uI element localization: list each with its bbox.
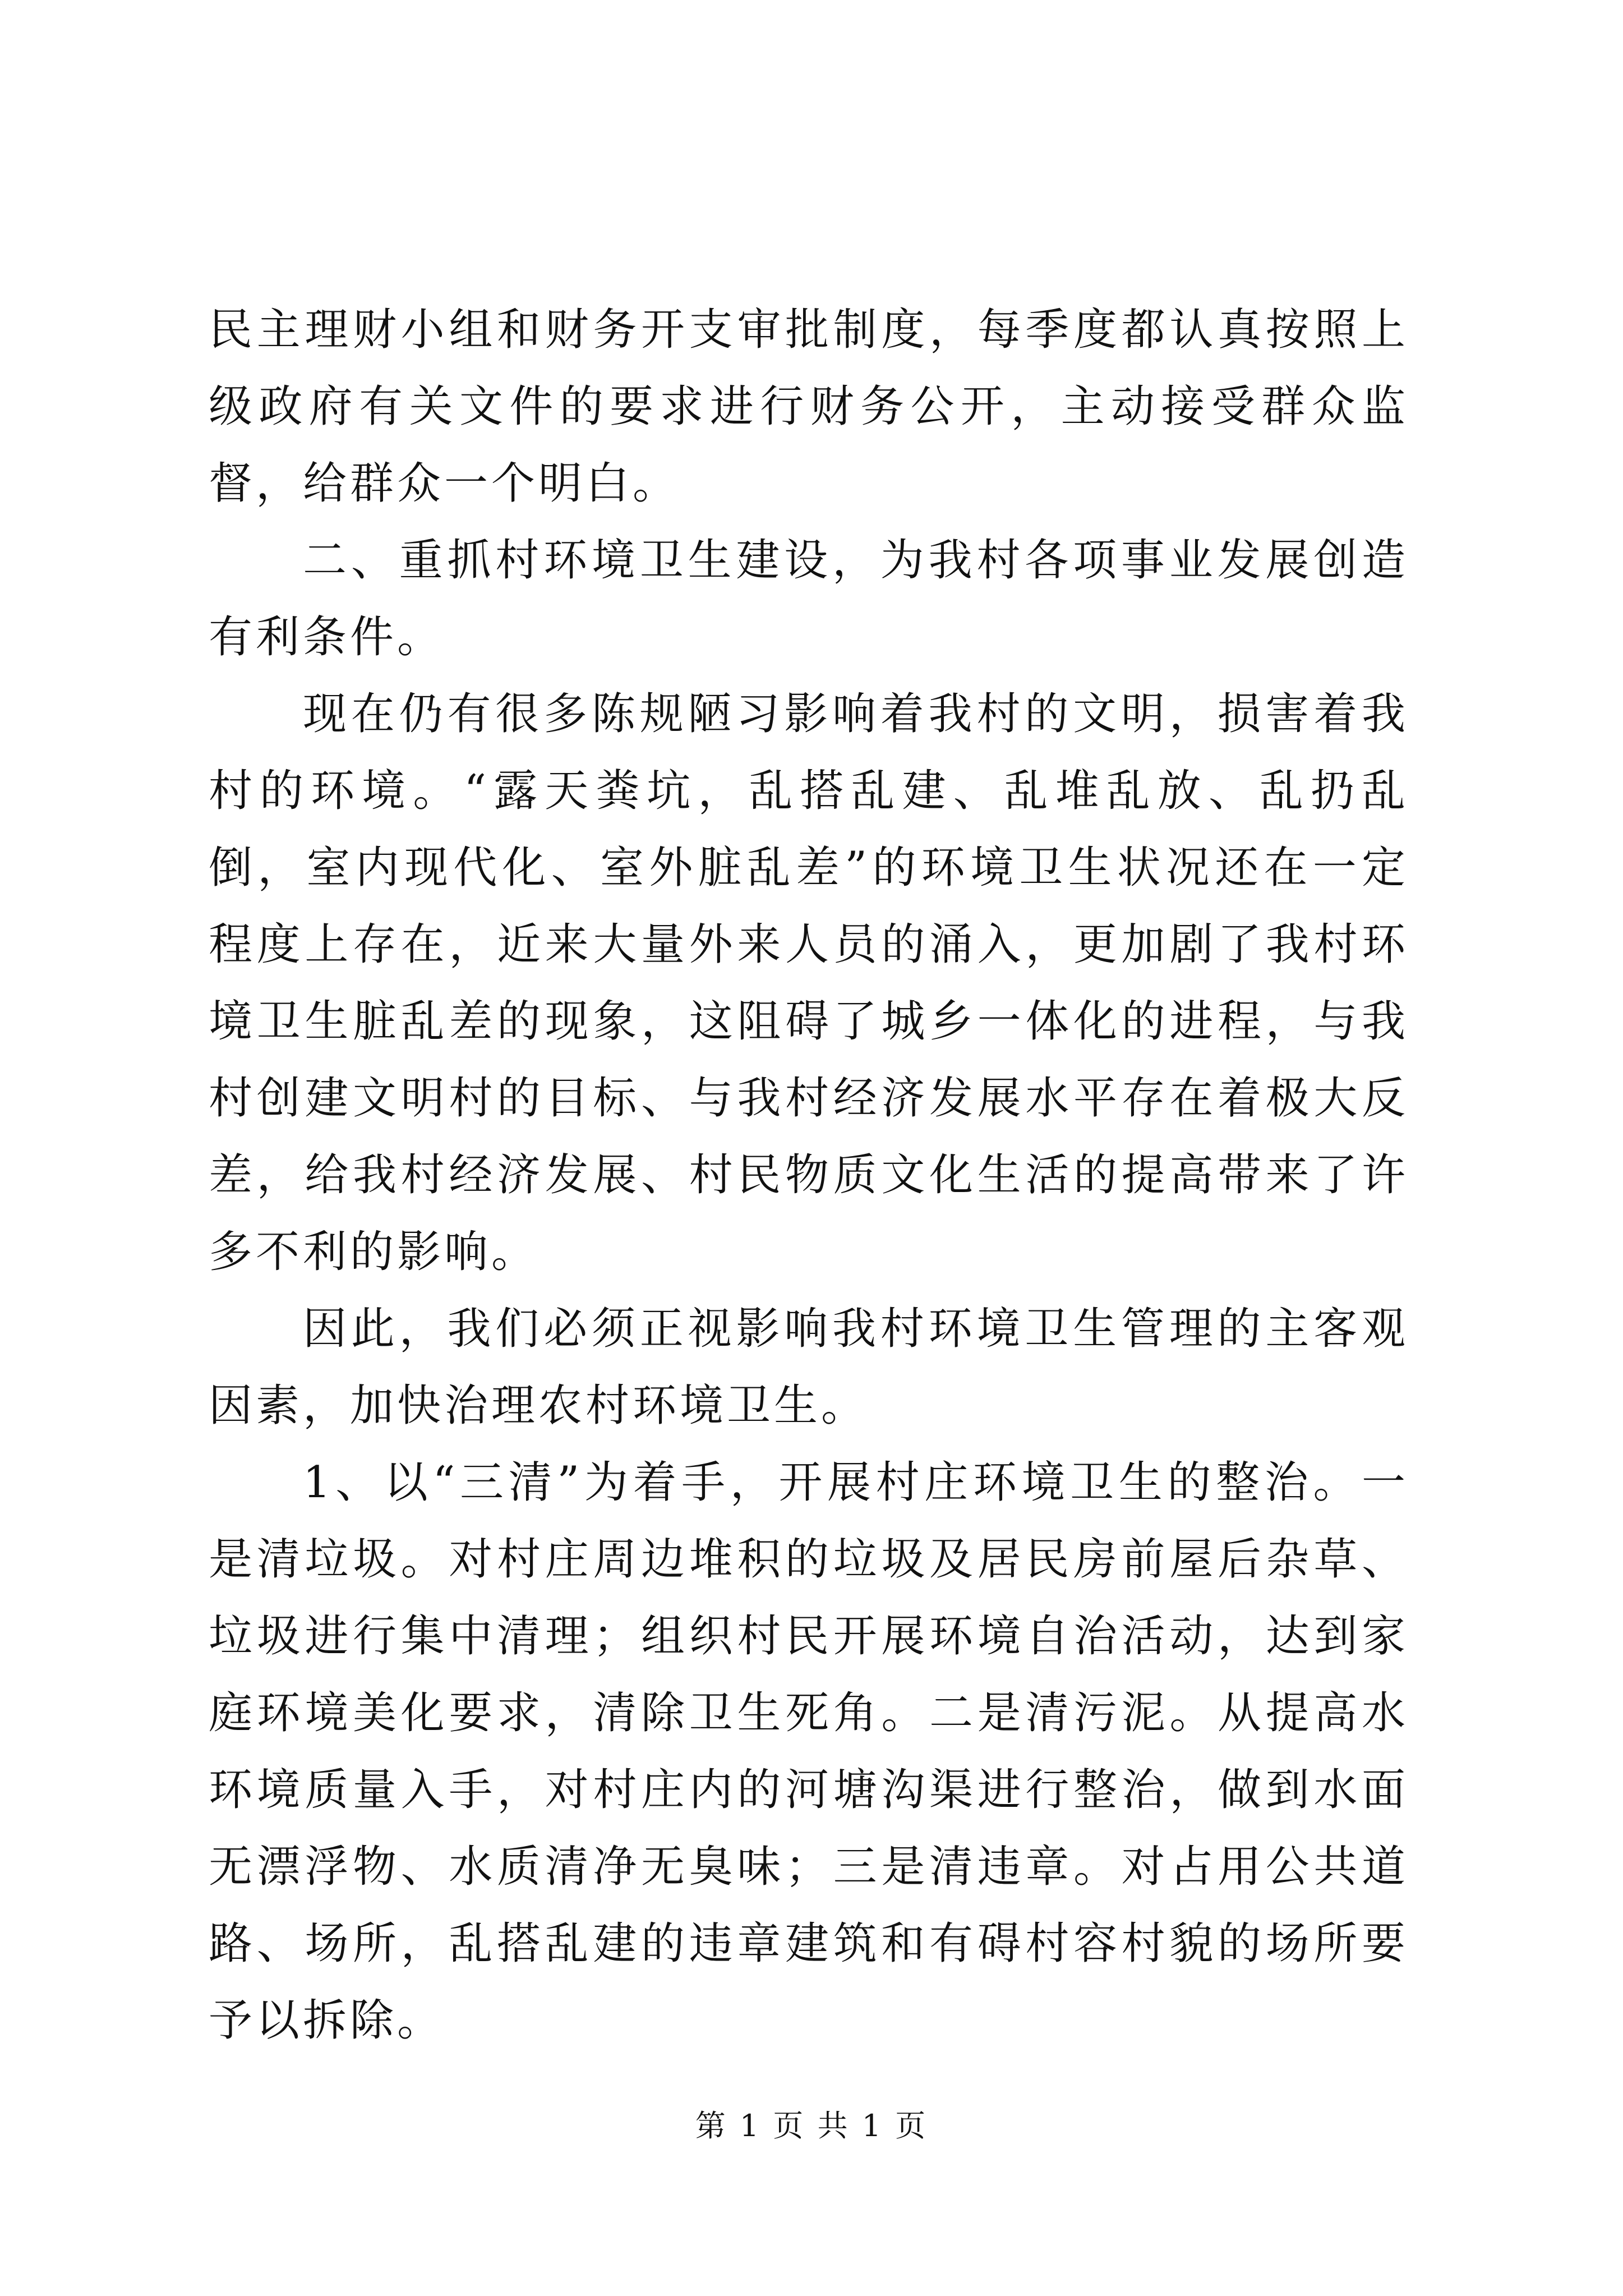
section-heading-two: 二、重抓村环境卫生建设，为我村各项事业发展创造有利条件。 — [209, 535, 1409, 662]
page-footer: 第 1 页 共 1 页 — [695, 2108, 928, 2143]
paragraph-three-cleanups: 1、以“三清”为着手，开展村庄环境卫生的整治。一是清垃圾。对村庄周边堆积的垃圾及居民房前屋后杂草、垃圾进行集中清理；组织村民开展环境自治活动，达到家庭环境美化要求，清除卫生死角。二是清污泥。从提高水环境质量入手，对村庄内的河塘沟渠进行整治，做到水面无漂浮物、水质清净无臭味；三是清违章。对占用公共道路、场所，乱搭乱建的违章建筑和有碍村容村貌的场所要予以拆除。 — [209, 1457, 1409, 2046]
paragraph-continuation: 民主理财小组和财务开支审批制度，每季度都认真按照上级政府有关文件的要求进行财务公开，主动接受群众监督，给群众一个明白。 — [209, 305, 1409, 509]
document-body — [209, 292, 1409, 2059]
paragraph-therefore: 因此，我们必须正视影响我村环境卫生管理的主客观因素，加快治理农村环境卫生。 — [209, 1304, 1409, 1431]
paragraph-current-situation: 现在仍有很多陈规陋习影响着我村的文明，损害着我村的环境。“露天粪坑，乱搭乱建、乱堆乱放、乱扔乱倒，室内现代化、室外脏乱差”的环境卫生状况还在一定程度上存在，近来大量外来人员的涌入，更加剧了我村环境卫生脏乱差的现象，这阻碍了城乡一体化的进程，与我村创建文明村的目标、与我村经济发展水平存在着极大反差，给我村经济发展、村民物质文化生活的提高带来了许多不利的影响。 — [209, 689, 1409, 1277]
